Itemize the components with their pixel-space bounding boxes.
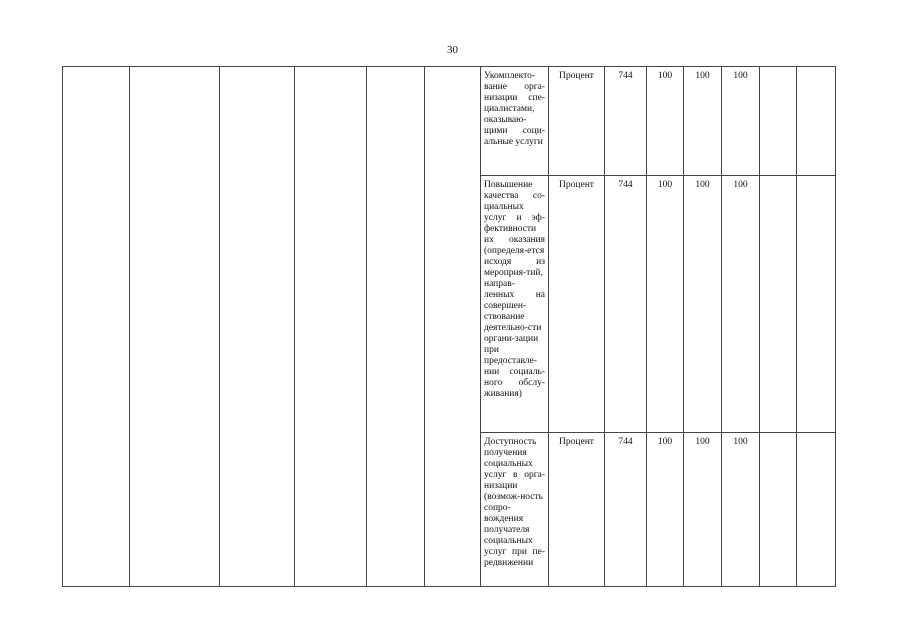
table-row: [63, 67, 836, 176]
table-cell-empty: [367, 67, 425, 587]
unit-cell: Процент: [549, 433, 605, 587]
indicator-name-cell: Доступность получения социальных услуг в орга-низации (возмож-ность сопро-вождения получателя социальных услуг при пе-редвижении: [481, 433, 549, 587]
value-cell: 100: [722, 433, 760, 587]
service-indicators-table: [62, 66, 836, 587]
indicator-name-cell: Укомплекто-вание орга-низации спе-циалистами, оказываю-щими соци-альные услуги: [481, 67, 549, 176]
value-cell: [797, 176, 836, 433]
value-cell: 100: [647, 67, 684, 176]
value-cell: [760, 176, 797, 433]
value-cell: [797, 433, 836, 587]
value-cell: [760, 67, 797, 176]
table-cell-empty: [63, 67, 130, 587]
page-number: 30: [447, 44, 458, 56]
table-cell-empty: [220, 67, 295, 587]
table-cell-empty: [425, 67, 481, 587]
value-cell: 100: [684, 67, 722, 176]
table-cell-empty: [295, 67, 367, 587]
value-cell: 100: [722, 67, 760, 176]
value-cell: 100: [647, 176, 684, 433]
value-cell: 100: [647, 433, 684, 587]
unit-cell: Процент: [549, 176, 605, 433]
code-cell: 744: [605, 433, 647, 587]
unit-cell: Процент: [549, 67, 605, 176]
code-cell: 744: [605, 176, 647, 433]
value-cell: 100: [722, 176, 760, 433]
code-cell: 744: [605, 67, 647, 176]
value-cell: [760, 433, 797, 587]
value-cell: 100: [684, 433, 722, 587]
value-cell: 100: [684, 176, 722, 433]
value-cell: [797, 67, 836, 176]
indicator-name-cell: Повышение качества со-циальных услуг и эф-фективности их оказания (определя-ется исходя из мероприя-тий, направ-ленных на совершен-ствование деятельно-сти органи-зации при предоставле-нии социаль-ного обслу-живания): [481, 176, 549, 433]
table-cell-empty: [130, 67, 220, 587]
